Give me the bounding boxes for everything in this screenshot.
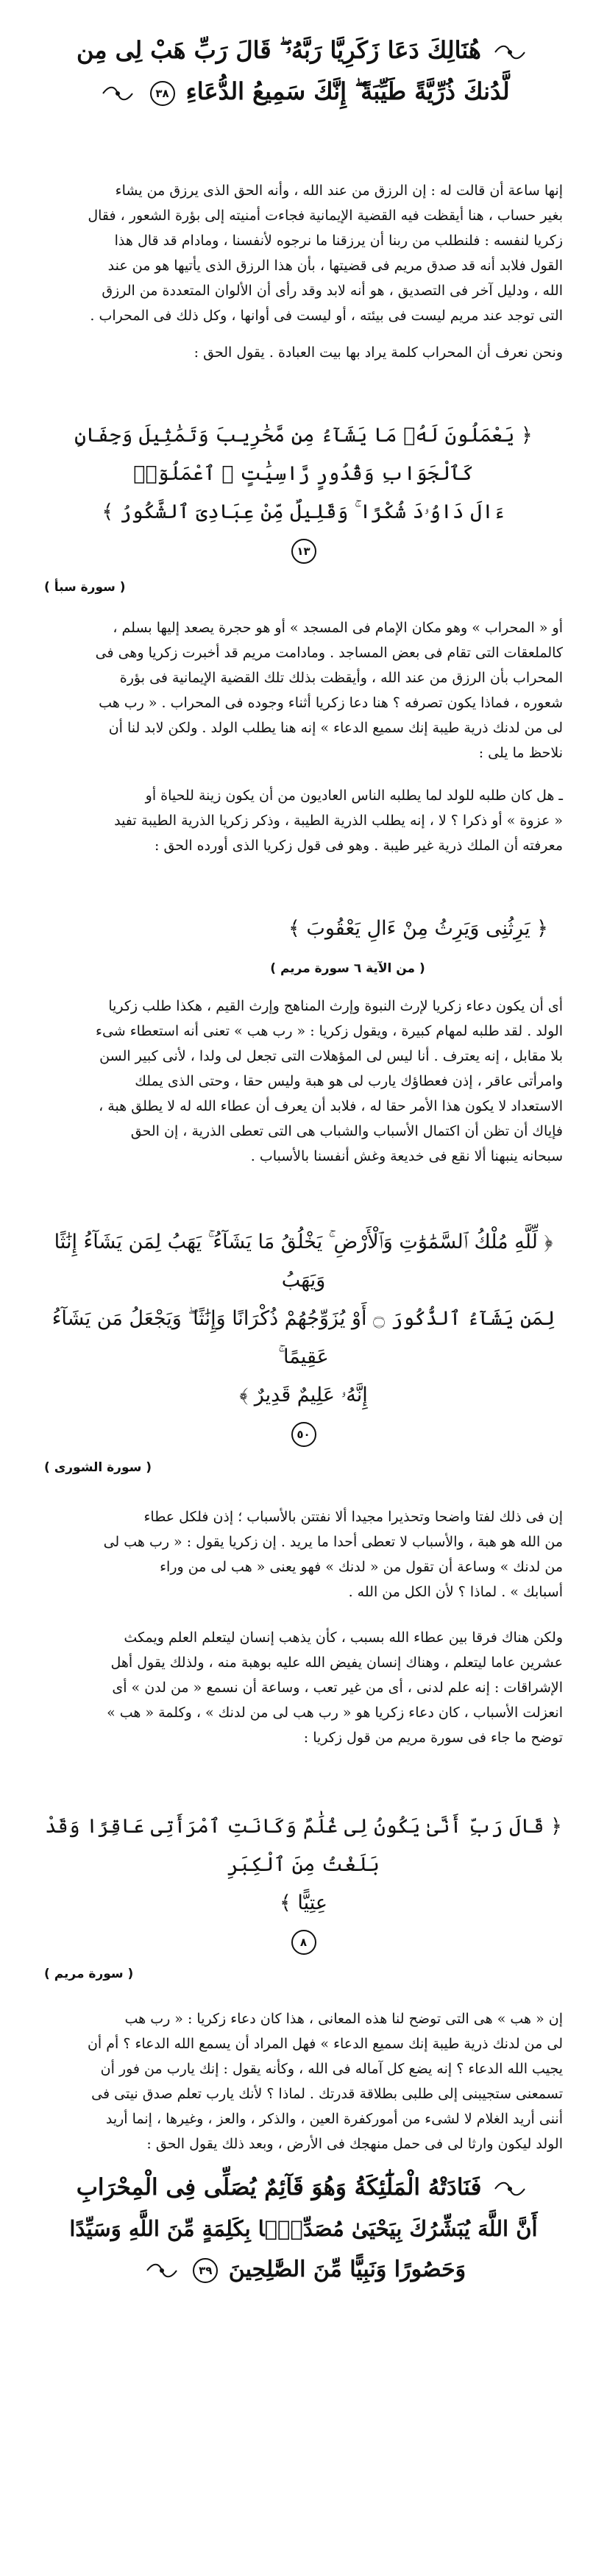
top-verse xyxy=(44,29,563,112)
bottom-verse-end-ornament-icon xyxy=(146,2261,178,2280)
paragraph-8: إن « هب » هى التى توضح لنا هذه المعانى ، هذا كان دعاء زكريا : « رب هب لى من لدنك ذرية طيبة إنك سميع الدعاء » فهل المراد أن يسمع الله الدعاء ؟ أم أن يجيب الله الدعاء ؟ إنه يضع كل آماله فى الله ، وكأنه يقول : إنك يارب من فور أن تسمعنى ستجيبنى إلى طلبى بطلاقة قدرتك . لماذا ؟ لأنك يارب تعلم صدق نيتى فى أننى أريد الغلام لا لشىء من أموركفرة العين ، والذكر ، والعز ، وغيرها ، إنما أريد الولد ليكون وارثا لى فى حمل منهجك فى الأرض ، وبعد ذلك يقول الحق : xyxy=(87,2011,563,2152)
quote-shura xyxy=(44,1185,563,1453)
quote-saba-text: ﴿ يَعْمَلُونَ لَهُۥ مَا يَشَآءُ مِن مَّحَٰرِيبَ وَتَمَٰثِيلَ وَجِفَانٍ كَٱلْجَوَابِ وَقُدُورٍ رَّاسِيَٰتٍ ۚ ٱعْمَلُوٓا۟ ءَالَ دَاوُۥدَ شُكْرًا ۚ وَقَلِيلٌ مِّنْ عِبَادِىَ ٱلشَّكُورُ ﴾ xyxy=(74,424,533,523)
quote-saba xyxy=(44,378,563,570)
bottom-verse-line-1: فَنَادَتْهُ الْمَلَٰٓئِكَةُ وَهُوَ قَآئِمٌ يُصَلِّى فِى الْمِحْرَابِ xyxy=(76,2174,482,2201)
bottom-verse-start-ornament-icon xyxy=(494,2179,526,2198)
bottom-verse xyxy=(44,2167,563,2290)
quote-saba-ayah: ١٣ xyxy=(291,539,316,564)
quote-maryam-6-text: ﴿ يَرِثُنِى وَيَرِثُ مِنْ ءَالِ يَعْقُوبَ ﴾ xyxy=(288,917,548,940)
paragraph-5: أى أن يكون دعاء زكريا لإرث النبوة وإرث المناهج وإرث القيم ، هكذا طلب زكريا الولد . لقد طلبه لمهام كبيرة ، ويقول زكريا : « رب هب » تعنى أنه استعطاء شىء بلا مقابل ، إنه يعترف . أنا ليس لى المؤهلات التى تجعل لى ولدا ، لأنى كبير السن وامرأتى عاقر ، إذن فعطاؤك يارب لى هو هبة وليس حقا ، وحتى الذى يملك الاستعداد لا يكون هذا الأمر حقا له ، فلابد أن يعرف أن عطاء الله له لا يطلق هبة ، فإياك أن تظن أن اكتمال الأسباب والشباب هى التى تعطى الذرية ، إن الحق سبحانه ينبهنا ألا نقع فى خديعة وغش أنفسنا بالأسباب . xyxy=(96,998,563,1164)
sura-label-maryam-6: ( من الآية ٦ سورة مريم ) xyxy=(270,961,425,976)
verse-start-ornament-icon xyxy=(494,43,526,62)
quote-shura-ayah: ٥٠ xyxy=(291,1422,316,1447)
bottom-verse-line-2: أَنَّ اللَّهَ يُبَشِّرُكَ بِيَحْيَىٰ مُصَدِّقًۢا بِكَلِمَةٍ مِّنَ اللَّهِ وَسَيِّدًا xyxy=(69,2216,538,2241)
sura-label-maryam: ( سورة مريم ) xyxy=(44,1967,134,1981)
quote-shura-text: ﴿ لِّلَّهِ مُلْكُ ٱلسَّمَٰوَٰتِ وَٱلْأَرْضِ ۚ يَخْلُقُ مَا يَشَآءُ ۚ يَهَبُ لِمَن يَشَآءُ إِنَٰثًا وَيَهَبُ لِمَن يَشَآءُ ٱلذُّكُورَ ۝ أَوْ يُزَوِّجُهُمْ ذُكْرَانًا وَإِنَٰثًا ۖ وَيَجْعَلُ مَن يَشَآءُ عَقِيمًا ۚ إِنَّهُۥ عَلِيمٌ قَدِيرٌ ﴾ xyxy=(52,1231,555,1406)
top-verse-line-2: لَّدُنكَ ذُرِّيَّةً طَيِّبَةً ۖ إِنَّكَ سَمِيعُ الدُّعَاءِ xyxy=(185,77,510,105)
bottom-ayah-number-badge: ٣٩ xyxy=(193,2258,218,2283)
ayah-number-badge: ٣٨ xyxy=(150,81,175,106)
sura-label-saba: ( سورة سبأ ) xyxy=(44,580,126,595)
paragraph-2: ونحن نعرف أن المحراب كلمة يراد بها بيت العبادة . يقول الحق : xyxy=(194,344,563,361)
verse-end-ornament-icon xyxy=(102,84,134,103)
paragraph-1: إنها ساعة أن قالت له : إن الرزق من عند الله ، وأنه الحق الذى يرزق من يشاء بغير حساب ، هنا أيقظت فيه القضية الإيمانية فجاءت أمنيته إلى بؤرة الشعور ، فقال زكريا لنفسه : فلنطلب من ربنا أن يرزقنا ما نرجوه لأنفسنا ، ومادام قد قال هذا القول فلابد أنه قد صدق مريم فى قضيتها ، بأن هذا الرزق الذى يأتيها هو من عند الله ، ودليل آخر فى التصديق ، هو أنه لابد وقد رأى أن الألوان المتعددة من الرزق التى توجد عند مريم ليست فى بيئته ، أو ليست فى أوانها ، وكل ذلك فى المحراب . xyxy=(88,183,563,324)
top-verse-line-1: هُنَالِكَ دَعَا زَكَرِيَّا رَبَّهُۥ ۖ قَالَ رَبِّ هَبْ لِى مِن xyxy=(77,36,481,64)
paragraph-3: أو « المحراب » وهو مكان الإمام فى المسجد » أو هو حجرة يصعد إليها بسلم ، كالملعقات التى تقام فى بعض المساجد . ومادامت مريم قد أخبرت زكريا وهى فى المحراب بأن الرزق من عند الله ، وأيقظت بذلك تلك القضية الإيمانية فى بؤرة شعوره ، فماذا يكون تصرفه ؟ هنا دعا زكريا أثناء وجوده فى المحراب . « رب هب لى من لدنك ذرية طيبة إنك سميع الدعاء » إنه هنا يطلب الولد . ولكن لابد لنا أن نلاحظ ما يلى : xyxy=(95,620,563,761)
quote-maryam-8-text: ﴿ قَالَ رَبِّ أَنَّىٰ يَكُونُ لِى غُلَٰمٌ وَكَانَتِ ٱمْرَأَتِى عَاقِرًا وَقَدْ بَلَغْتُ مِنَ ٱلْكِبَرِ عِتِيًّا ﴾ xyxy=(45,1815,562,1914)
paragraph-6: إن فى ذلك لفتا واضحا وتحذيرا مجيدا ألا نفتتن بالأسباب ؛ إذن فلكل عطاء من الله هو هبة ، والأسباب لا تعطى أحدا ما يريد . إن زكريا يقول : « رب هب لى من لدنك » وساعة أن تقول من « لدنك » فهو يعنى « هب لى من وراء أسبابك » . لماذا ؟ لأن الكل من الله . xyxy=(103,1509,563,1600)
paragraph-4: ـ هل كان طلبه للولد لما يطلبه الناس العاديون من أن يكون زينة للحياة أو « عزوة » أو ذكرا ؟ لا ، إنه يطلب الذرية الطيبة ، وذكر زكريا الذرية الطيبة تفيد معرفته أن الملك ذرية غير طيبة . وهو فى قول زكريا الذى أورده الحق : xyxy=(114,788,563,854)
quote-maryam-8-ayah: ٨ xyxy=(291,1930,316,1955)
paragraph-7: ولكن هناك فرقا بين عطاء الله بسبب ، كأن يذهب إنسان ليتعلم العلم ويمكث عشرين عاما ليتعلم ، وهناك إنسان يفيض الله عليه بوهبة منه ، ولذلك يقول أهل الإشراقات : إنه علم لدنى ، أى من غير تعب ، وساعة أن نسمع « من لدن » أى انعزلت الأسباب ، كان دعاء زكريا هو « رب هب لى من لدنك » ، وكلمة « هب » توضح ما جاء فى سورة مريم من قول زكريا : xyxy=(107,1630,563,1746)
quote-maryam-6 xyxy=(44,871,563,948)
bottom-verse-line-3: وَحَصُورًا وَنَبِيًّا مِّنَ الصَّٰلِحِينَ xyxy=(228,2257,466,2282)
sura-label-shura: ( سورة الشورى ) xyxy=(44,1460,152,1475)
quote-maryam-8 xyxy=(44,1769,563,1961)
